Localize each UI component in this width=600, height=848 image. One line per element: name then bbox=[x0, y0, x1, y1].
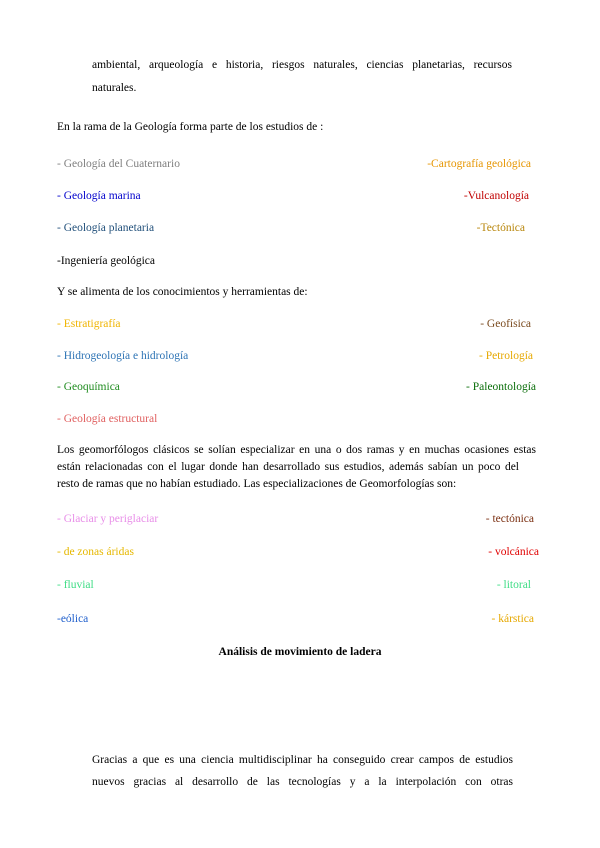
tool-left-3: - Geoquímica bbox=[57, 381, 120, 393]
geomorph-line-3: resto de ramas que no habían estudiado. Las especializaciones de Geomorfologías son: bbox=[57, 478, 457, 490]
specialization-right-2: - volcánica bbox=[488, 546, 539, 558]
specialization-right-4: - kárstica bbox=[491, 613, 534, 625]
specialization-right-1: - tectónica bbox=[485, 513, 534, 525]
tools-intro: Y se alimenta de los conocimientos y herramientas de: bbox=[57, 286, 308, 298]
tool-left-4: - Geología estructural bbox=[57, 413, 158, 425]
specialization-left-2: - de zonas áridas bbox=[57, 546, 134, 558]
closing-line-2: nuevos gracias al desarrollo de las tecnologías y a la interpolación con otras bbox=[92, 776, 513, 788]
tool-right-3: - Paleontología bbox=[466, 381, 536, 393]
tool-right-2: - Petrología bbox=[479, 350, 533, 362]
tool-left-1: - Estratigrafía bbox=[57, 318, 121, 330]
closing-line-1: Gracias a que es una ciencia multidisciplinar ha conseguido crear campos de estudios bbox=[92, 754, 513, 766]
section-heading: Análisis de movimiento de ladera bbox=[218, 646, 382, 658]
intro-line-2: naturales. bbox=[92, 82, 137, 94]
geomorph-line-2: están relacionadas con el lugar donde han desarrollado sus estudios, además sabían un poco del bbox=[57, 461, 519, 473]
specialization-left-1: - Glaciar y periglaciar bbox=[57, 513, 159, 525]
geology-intro: En la rama de la Geología forma parte de los estudios de : bbox=[57, 121, 324, 133]
geology-study-right-3: -Tectónica bbox=[476, 222, 525, 234]
geology-study-left-4: -Ingeniería geológica bbox=[57, 255, 156, 267]
specialization-left-3: - fluvial bbox=[57, 579, 94, 591]
geology-study-left-2: - Geología marina bbox=[57, 190, 141, 202]
geology-study-left-1: - Geología del Cuaternario bbox=[57, 158, 180, 170]
geomorph-line-1: Los geomorfólogos clásicos se solían especializar en una o dos ramas y en muchas ocasiones estas bbox=[57, 444, 536, 456]
specialization-right-3: - litoral bbox=[496, 579, 531, 591]
tool-left-2: - Hidrogeología e hidrología bbox=[57, 350, 189, 362]
geology-study-left-3: - Geología planetaria bbox=[57, 222, 155, 234]
geology-study-right-1: -Cartografía geológica bbox=[427, 158, 531, 170]
tool-right-1: - Geofísica bbox=[480, 318, 531, 330]
specialization-left-4: -eólica bbox=[57, 613, 89, 625]
geology-study-right-2: -Vulcanología bbox=[463, 190, 529, 202]
intro-line-1: ambiental, arqueología e historia, riesgos naturales, ciencias planetarias, recursos bbox=[92, 59, 512, 71]
